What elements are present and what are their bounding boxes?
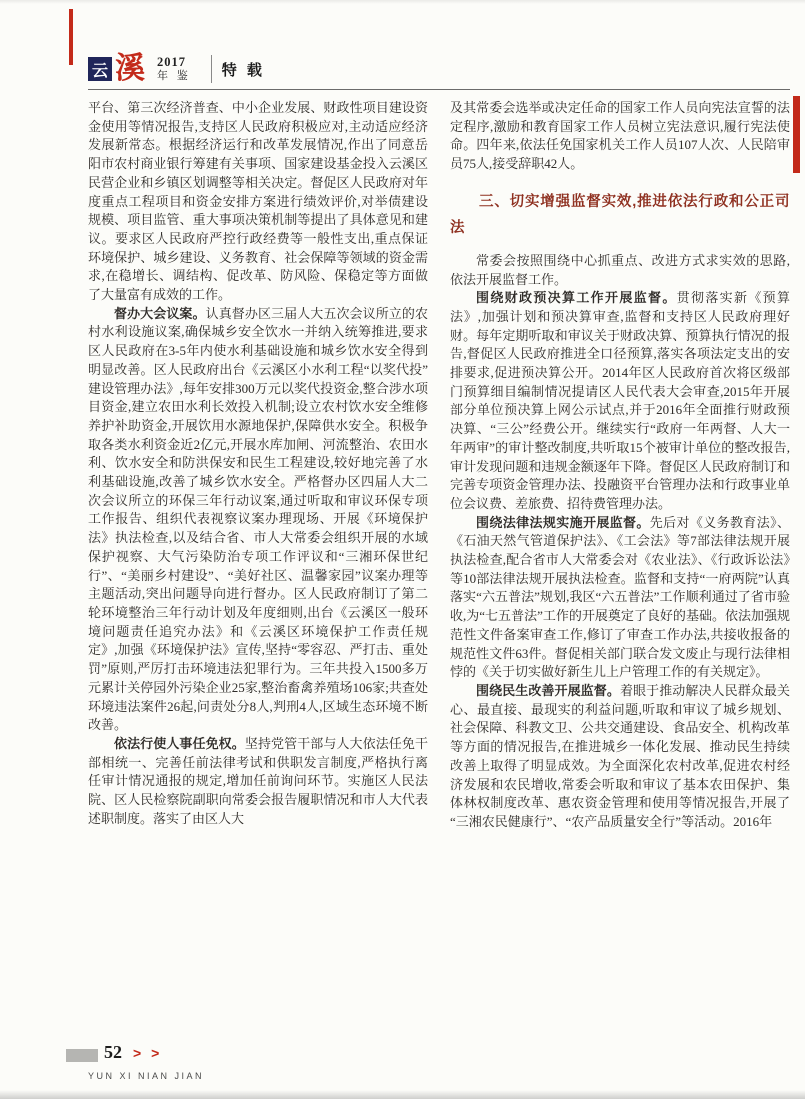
paragraph-text: 及其常委会选举或决定任命的国家工作人员向宪法宣誓的法定程序,激励和教育国家工作人员树立宪法意识,履行宪法使命。四年来,依法任免国家机关工作人员107人次、人民陪审员75人,接受辞职42人。 — [450, 100, 790, 172]
page-number: 52 — [104, 1042, 122, 1062]
left-edge-red-mark — [69, 9, 73, 65]
scan-edge-bottom — [0, 1090, 805, 1099]
paragraph — [450, 514, 790, 682]
paragraph-text: 认真督办区三届人大五次会议所立的农村水利设施议案,确保城乡安全饮水一并纳入统筹推进,要求区人民政府在3-5年内使水利基础设施和城乡饮水安全得到明显改善。区人民政府出台《云溪区小水利工程“以奖代投”建设管理办法》,每年安排300万元以奖代投资金,整合涉水项目资金,建立农田水利长效投入机制;设立农村饮水安全维修养护补助资金,开展饮用水源地保护,保障供水安全。积极争取各类水利资金近2亿元,开展水库加闸、河流整治、农田水利、饮水安全和防洪保安和民生工程建设,较好地完善了水利基础设施,改善了城乡饮水安全。严格督办区四届人大二次会议所立的环保三年行动议案,通过听取和审议环保专项工作报告、组织代表视察议案办理现场、开展《环境保护法》执法检查,以及结合省、市人大常委会组织开展的水域保护视察、大气污染防治专项工作评议和“三湘环保世纪行”、“美丽乡村建设”、“美好社区、温馨家园”议案办理等主题活动,突出问题导向进行督办。区人民政府制订了第二轮环境整治三年行动计划及年度细则,出台《云溪区一般环境问题责任追究办法》和《云溪区环境保护工作责任规定》,加强《环境保护法》宣传,坚持“零容忍、严打击、重处罚”原则,严厉打击环境违法犯罪行为。三年共投入1500多万元累计关停园外污染企业25家,整治畜禽养殖场106家;共查处环境违法案件26起,问责处分8人,判刑4人,区域生态环境不断改善。 — [88, 305, 428, 733]
paragraph — [88, 99, 428, 305]
paragraph — [88, 305, 428, 735]
left-column — [88, 99, 428, 1037]
paragraph-text: 坚持党管干部与人大依法任免干部相统一、完善任前法律考试和供职发言制度,严格执行离任审计情况通报的规定,增加任前询问环节。实施区人民法院、区人民检察院副职向常委会报告履职情况和市人大代表述职制度。落实了由区人大 — [88, 735, 428, 826]
section-heading — [450, 189, 790, 241]
paragraph-text: 平台、第三次经济普查、中小企业发展、财政性项目建设资金使用等情况报告,支持区人民政府积极应对,主动适应经济发展新常态。根据经济运行和改革发展情况,作出了同意岳阳市农村商业银行筹建有关事项、国家建设基金投入云溪区民营企业和乡镇区划调整等相关决定。督促区人民政府对年度重点工程项目和资金安排方案进行绩效评价,对举债建设规模、项目监管、重大事项决策机制等提出了具体意见和建议。要求区人民政府严控行政经费等一般性支出,重点保证环境保护、城乡建设、义务教育、社会保障等领域的资金需求,在稳增长、调结构、促改革、防风险、保稳定等方面做了大量富有成效的工作。 — [88, 100, 428, 303]
year-text: 2017 — [157, 54, 186, 69]
footer-grey-bar — [66, 1049, 98, 1062]
paragraph-text: 贯彻落实新《预算法》,加强计划和预决算审查,监督和支持区人民政府理好财。每年定期听取和审议关于财政决算、预算执行情况的报告,督促区人民政府推进全口径预算,落实各项法定支出的安排要求,促进预决算公开。2014年区人民政府首次将区级部门预算细目编制情况提请区人民代表大会审查,2015年开展部分单位预决算上网公示试点,并于2016年全面推行财政预决算、“三公”经费公开。继续实行“政府一年两督、人大一年两审”的审计整改制度,共听取15个被审计单位的整改报告,审计发现问题和违规金额逐年下降。督促区人民政府制订和完善专项资金管理办法、投融资平台管理办法和行政事业单位会议费、差旅费、招待费管理办法。 — [450, 290, 790, 511]
page-header — [88, 50, 265, 88]
header-divider — [211, 55, 212, 83]
paragraph-lead: 围绕财政预决算工作开展监督。 — [476, 290, 677, 306]
paragraph-lead: 围绕法律法规实施开展监督。 — [476, 514, 650, 530]
edition-label: 特 载 — [221, 61, 265, 79]
scan-edge-top — [0, 0, 805, 4]
paragraph — [450, 252, 790, 289]
footer-caption: YUN XI NIAN JIAN — [88, 1071, 205, 1081]
right-column — [450, 99, 790, 1037]
paragraph-lead: 依法行使人事任免权。 — [114, 735, 245, 751]
page-content — [88, 99, 790, 1037]
paragraph-lead: 督办大会议案。 — [114, 305, 206, 321]
paragraph-text: 先后对《义务教育法》、《石油天然气管道保护法》、《工会法》等7部法律法规开展执法检查,配合省市人大常委会对《农业法》、《行政诉讼法》等10部法律法规开展执法检查。监督和支持“一府两院”认真落实“六五普法”规划,我区“六五普法”工作顺利通过了省市验收,为“七五普法”工作的开展奠定了良好的基础。依法加强规范性文件备案审查工作,修订了审查工作办法,共接收报备的规范性文件63件。督促相关部门联合发文废止与现行法律相悖的《关于切实做好新生儿上户管理工作的有关规定》。 — [450, 514, 790, 680]
right-edge-red-mark — [793, 96, 800, 173]
year-label: 年 鉴 — [157, 69, 191, 82]
paragraph — [88, 735, 428, 829]
paragraph-text: 常委会按照围绕中心抓重点、改进方式求实效的思路,依法开展监督工作。 — [450, 252, 790, 287]
paragraph-lead: 三、切实增强监督实效,推进依法行政和公正司法 — [450, 193, 790, 236]
paragraph — [450, 99, 790, 174]
header-rule — [88, 89, 790, 90]
paragraph — [450, 682, 790, 832]
paragraph-lead: 围绕民生改善开展监督。 — [476, 682, 620, 698]
logo-yun-box: 云 — [88, 57, 112, 81]
footer-arrows: > > — [133, 1045, 163, 1061]
year-block — [157, 55, 191, 83]
paragraph-text: 着眼于推动解决人民群众最关心、最直接、最现实的利益问题,听取和审议了城乡规划、社会保障、科教文卫、公共交通建设、食品安全、机构改革等方面的情况报告,在推进城乡一体化发展、推动民生持续改善上取得了明显成效。为全面深化农村改革,促进农村经济发展和农民增收,常委会听取和审议了基本农田保护、集体林权制度改革、惠农资金管理和使用等情况报告,开展了“三湘农民健康行”、“农产品质量安全行”等活动。2016年 — [450, 682, 790, 829]
paragraph — [450, 289, 790, 513]
logo-xi-character: 溪 — [115, 52, 145, 85]
